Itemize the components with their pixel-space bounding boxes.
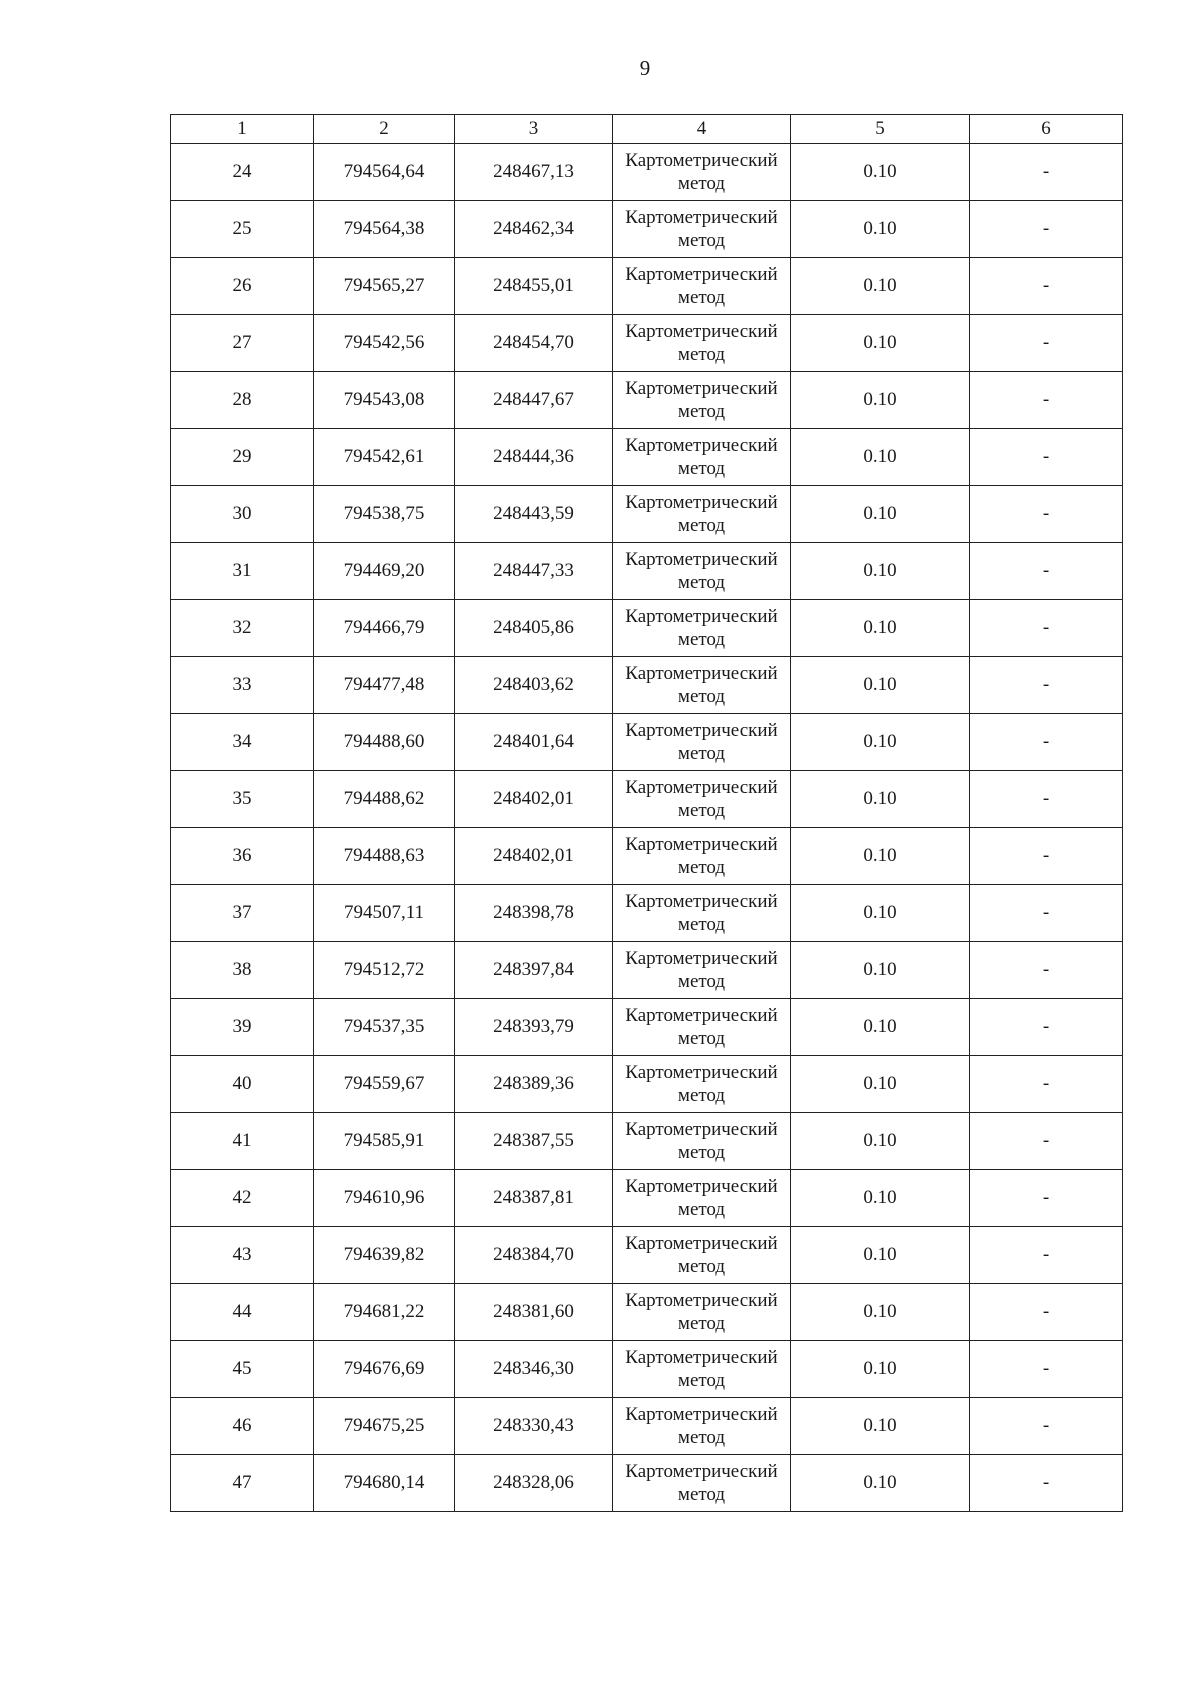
note-cell: - [970,885,1123,942]
method-cell: Картометрический метод [613,258,791,315]
method-cell: Картометрический метод [613,657,791,714]
accuracy-cell: 0.10 [791,1170,970,1227]
y-coordinate-cell: 248384,70 [455,1227,613,1284]
table-row [171,1113,1123,1170]
method-cell: Картометрический метод [613,885,791,942]
accuracy-cell: 0.10 [791,144,970,201]
accuracy-cell: 0.10 [791,1284,970,1341]
y-coordinate-cell: 248402,01 [455,828,613,885]
accuracy-cell: 0.10 [791,1398,970,1455]
x-coordinate-cell: 794676,69 [314,1341,455,1398]
accuracy-cell: 0.10 [791,657,970,714]
x-coordinate-cell: 794469,20 [314,543,455,600]
table-row [171,600,1123,657]
y-coordinate-cell: 248389,36 [455,1056,613,1113]
note-cell: - [970,258,1123,315]
table-row [171,315,1123,372]
x-coordinate-cell: 794537,35 [314,999,455,1056]
method-cell: Картометрический метод [613,1170,791,1227]
note-cell: - [970,828,1123,885]
header-cell-5: 5 [791,115,970,144]
table-row [171,258,1123,315]
x-coordinate-cell: 794488,63 [314,828,455,885]
method-cell: Картометрический метод [613,1056,791,1113]
x-coordinate-cell: 794585,91 [314,1113,455,1170]
point-number-cell: 29 [171,429,314,486]
point-number-cell: 27 [171,315,314,372]
point-number-cell: 40 [171,1056,314,1113]
method-cell: Картометрический метод [613,828,791,885]
point-number-cell: 47 [171,1455,314,1512]
y-coordinate-cell: 248346,30 [455,1341,613,1398]
y-coordinate-cell: 248387,55 [455,1113,613,1170]
x-coordinate-cell: 794488,60 [314,714,455,771]
y-coordinate-cell: 248447,33 [455,543,613,600]
note-cell: - [970,771,1123,828]
table-row [171,1455,1123,1512]
x-coordinate-cell: 794681,22 [314,1284,455,1341]
note-cell: - [970,714,1123,771]
x-coordinate-cell: 794507,11 [314,885,455,942]
accuracy-cell: 0.10 [791,1056,970,1113]
y-coordinate-cell: 248393,79 [455,999,613,1056]
accuracy-cell: 0.10 [791,600,970,657]
table-row [171,1170,1123,1227]
table-row [171,999,1123,1056]
accuracy-cell: 0.10 [791,372,970,429]
note-cell: - [970,1284,1123,1341]
note-cell: - [970,999,1123,1056]
x-coordinate-cell: 794466,79 [314,600,455,657]
note-cell: - [970,486,1123,543]
point-number-cell: 37 [171,885,314,942]
table-header [171,115,1123,144]
point-number-cell: 44 [171,1284,314,1341]
accuracy-cell: 0.10 [791,771,970,828]
x-coordinate-cell: 794512,72 [314,942,455,999]
x-coordinate-cell: 794488,62 [314,771,455,828]
table-row [171,771,1123,828]
table-row [171,885,1123,942]
table-body [171,144,1123,1512]
header-cell-4: 4 [613,115,791,144]
coordinates-table [170,114,1123,1512]
table-row [171,657,1123,714]
point-number-cell: 32 [171,600,314,657]
accuracy-cell: 0.10 [791,543,970,600]
note-cell: - [970,657,1123,714]
point-number-cell: 26 [171,258,314,315]
method-cell: Картометрический метод [613,600,791,657]
note-cell: - [970,1455,1123,1512]
note-cell: - [970,1056,1123,1113]
header-cell-1: 1 [171,115,314,144]
note-cell: - [970,144,1123,201]
x-coordinate-cell: 794639,82 [314,1227,455,1284]
table-row [171,1341,1123,1398]
accuracy-cell: 0.10 [791,942,970,999]
accuracy-cell: 0.10 [791,429,970,486]
point-number-cell: 34 [171,714,314,771]
accuracy-cell: 0.10 [791,201,970,258]
note-cell: - [970,1113,1123,1170]
header-cell-6: 6 [970,115,1123,144]
table-row [171,486,1123,543]
accuracy-cell: 0.10 [791,258,970,315]
method-cell: Картометрический метод [613,771,791,828]
x-coordinate-cell: 794477,48 [314,657,455,714]
page-number: 9 [639,56,651,80]
y-coordinate-cell: 248328,06 [455,1455,613,1512]
method-cell: Картометрический метод [613,201,791,258]
method-cell: Картометрический метод [613,486,791,543]
table-row [171,1227,1123,1284]
y-coordinate-cell: 248403,62 [455,657,613,714]
x-coordinate-cell: 794542,61 [314,429,455,486]
x-coordinate-cell: 794542,56 [314,315,455,372]
note-cell: - [970,315,1123,372]
accuracy-cell: 0.10 [791,1227,970,1284]
method-cell: Картометрический метод [613,144,791,201]
x-coordinate-cell: 794680,14 [314,1455,455,1512]
x-coordinate-cell: 794675,25 [314,1398,455,1455]
method-cell: Картометрический метод [613,714,791,771]
method-cell: Картометрический метод [613,315,791,372]
y-coordinate-cell: 248454,70 [455,315,613,372]
note-cell: - [970,600,1123,657]
point-number-cell: 35 [171,771,314,828]
method-cell: Картометрический метод [613,1227,791,1284]
point-number-cell: 36 [171,828,314,885]
x-coordinate-cell: 794610,96 [314,1170,455,1227]
x-coordinate-cell: 794564,38 [314,201,455,258]
x-coordinate-cell: 794538,75 [314,486,455,543]
y-coordinate-cell: 248447,67 [455,372,613,429]
y-coordinate-cell: 248444,36 [455,429,613,486]
point-number-cell: 39 [171,999,314,1056]
accuracy-cell: 0.10 [791,828,970,885]
note-cell: - [970,1170,1123,1227]
y-coordinate-cell: 248401,64 [455,714,613,771]
method-cell: Картометрический метод [613,1113,791,1170]
header-row [171,115,1123,144]
point-number-cell: 33 [171,657,314,714]
table-row [171,543,1123,600]
method-cell: Картометрический метод [613,429,791,486]
y-coordinate-cell: 248398,78 [455,885,613,942]
y-coordinate-cell: 248405,86 [455,600,613,657]
point-number-cell: 25 [171,201,314,258]
point-number-cell: 43 [171,1227,314,1284]
accuracy-cell: 0.10 [791,315,970,372]
table-row [171,714,1123,771]
table-row [171,201,1123,258]
accuracy-cell: 0.10 [791,1113,970,1170]
point-number-cell: 42 [171,1170,314,1227]
header-cell-3: 3 [455,115,613,144]
method-cell: Картометрический метод [613,1398,791,1455]
note-cell: - [970,1398,1123,1455]
note-cell: - [970,543,1123,600]
method-cell: Картометрический метод [613,942,791,999]
x-coordinate-cell: 794559,67 [314,1056,455,1113]
y-coordinate-cell: 248397,84 [455,942,613,999]
point-number-cell: 46 [171,1398,314,1455]
note-cell: - [970,1227,1123,1284]
point-number-cell: 24 [171,144,314,201]
table-row [171,1284,1123,1341]
point-number-cell: 41 [171,1113,314,1170]
point-number-cell: 38 [171,942,314,999]
table-row [171,429,1123,486]
y-coordinate-cell: 248330,43 [455,1398,613,1455]
x-coordinate-cell: 794565,27 [314,258,455,315]
y-coordinate-cell: 248387,81 [455,1170,613,1227]
y-coordinate-cell: 248381,60 [455,1284,613,1341]
table-row [171,1056,1123,1113]
method-cell: Картометрический метод [613,1455,791,1512]
y-coordinate-cell: 248455,01 [455,258,613,315]
point-number-cell: 45 [171,1341,314,1398]
accuracy-cell: 0.10 [791,1341,970,1398]
point-number-cell: 28 [171,372,314,429]
table-row [171,828,1123,885]
y-coordinate-cell: 248402,01 [455,771,613,828]
accuracy-cell: 0.10 [791,486,970,543]
table-row [171,942,1123,999]
method-cell: Картометрический метод [613,543,791,600]
y-coordinate-cell: 248462,34 [455,201,613,258]
point-number-cell: 31 [171,543,314,600]
accuracy-cell: 0.10 [791,999,970,1056]
method-cell: Картометрический метод [613,1284,791,1341]
accuracy-cell: 0.10 [791,885,970,942]
method-cell: Картометрический метод [613,999,791,1056]
note-cell: - [970,942,1123,999]
table-row [171,144,1123,201]
method-cell: Картометрический метод [613,1341,791,1398]
y-coordinate-cell: 248443,59 [455,486,613,543]
y-coordinate-cell: 248467,13 [455,144,613,201]
table-row [171,372,1123,429]
header-cell-2: 2 [314,115,455,144]
table-row [171,1398,1123,1455]
x-coordinate-cell: 794564,64 [314,144,455,201]
method-cell: Картометрический метод [613,372,791,429]
note-cell: - [970,201,1123,258]
accuracy-cell: 0.10 [791,714,970,771]
x-coordinate-cell: 794543,08 [314,372,455,429]
note-cell: - [970,1341,1123,1398]
note-cell: - [970,372,1123,429]
accuracy-cell: 0.10 [791,1455,970,1512]
point-number-cell: 30 [171,486,314,543]
note-cell: - [970,429,1123,486]
